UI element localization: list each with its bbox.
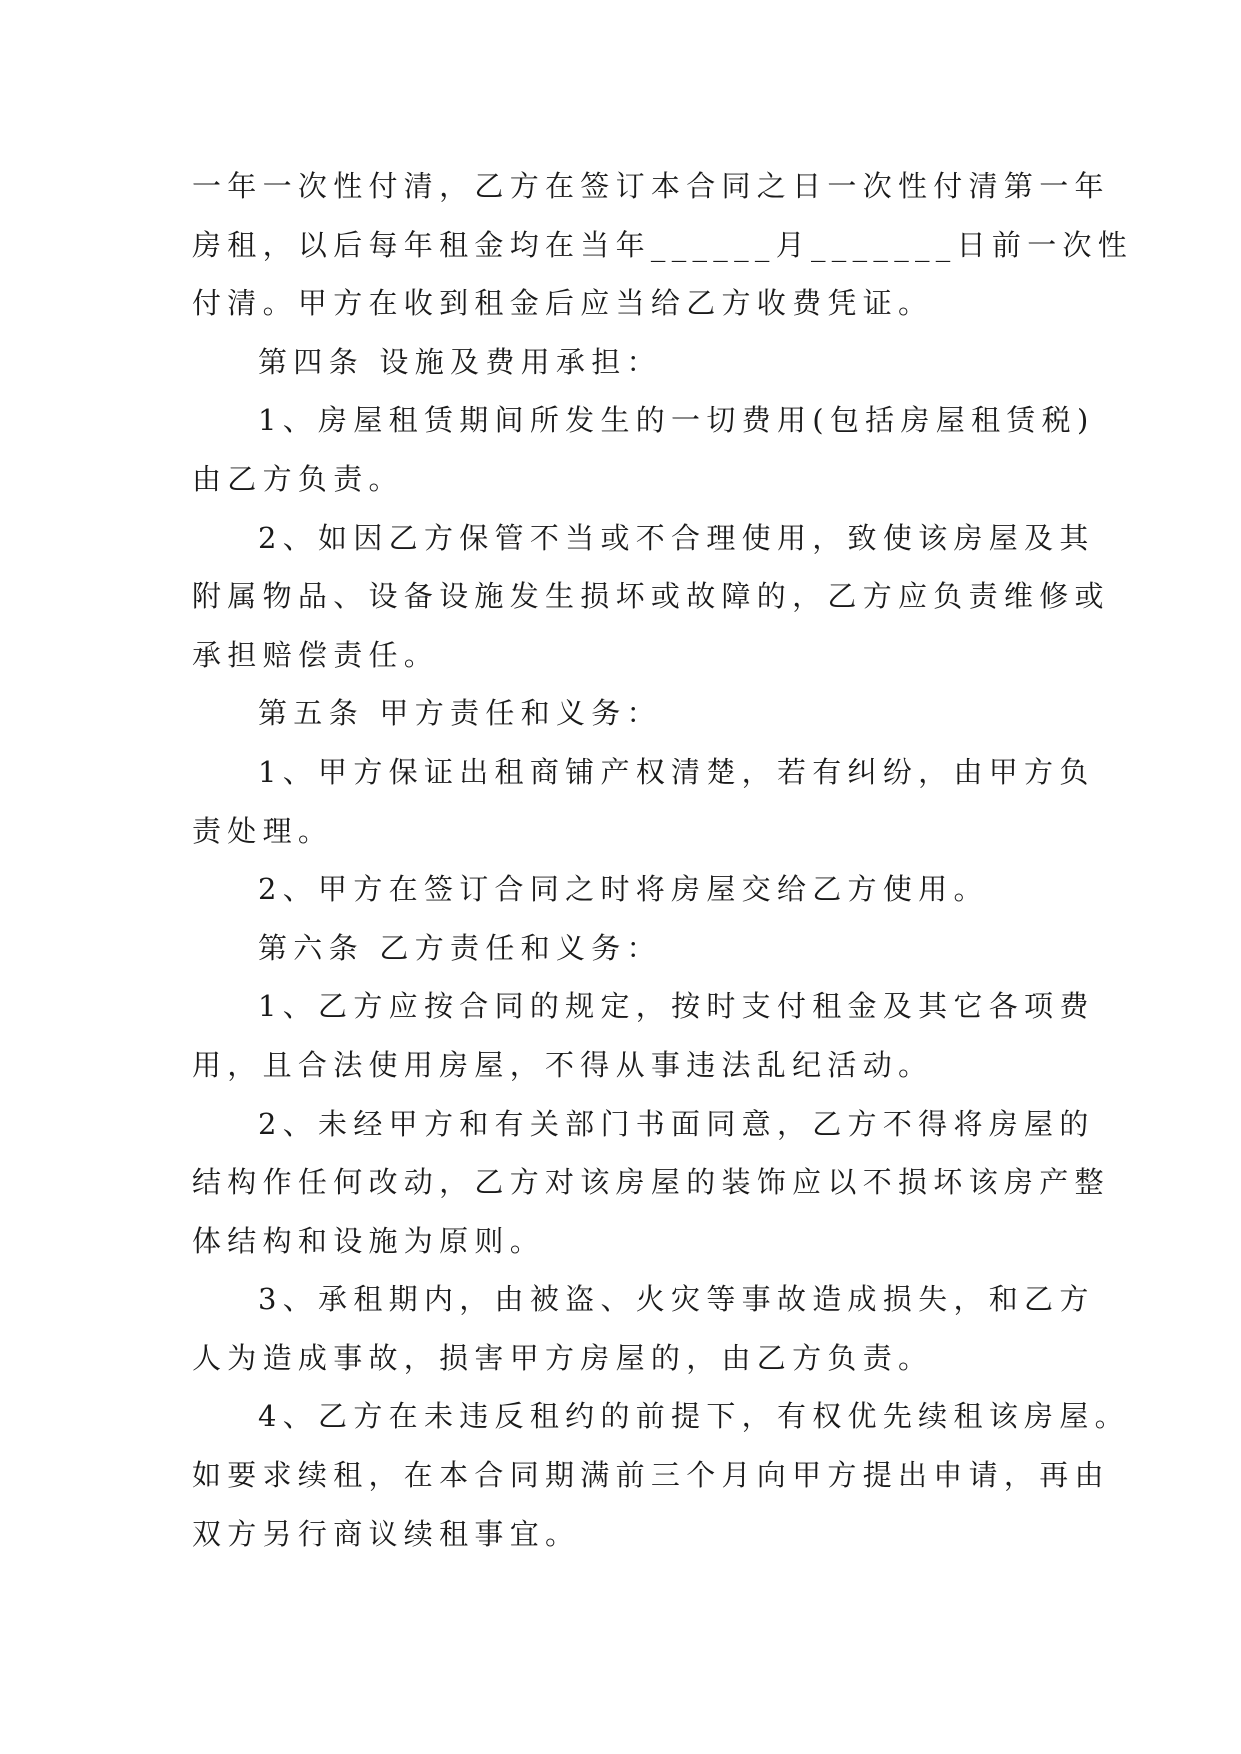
article-heading: 第五条 甲方责任和义务： (258, 696, 662, 731)
text-line: 1、乙方应按合同的规定，按时支付租金及其它各项费 (258, 989, 1095, 1024)
text-line: 责处理。 (192, 813, 334, 848)
text-line: 结构作任何改动，乙方对该房屋的装饰应以不损坏该房产整 (192, 1165, 1110, 1200)
text-line: 人为造成事故，损害甲方房屋的，由乙方负责。 (192, 1340, 934, 1375)
text-line: 体结构和设施为原则。 (192, 1223, 546, 1258)
text-line: 1、房屋租赁期间所发生的一切费用(包括房屋租赁税) (258, 403, 1095, 438)
text-line: 如要求续租，在本合同期满前三个月向甲方提出申请，再由 (192, 1458, 1110, 1493)
text-line: 承担赔偿责任。 (192, 637, 440, 672)
article-heading: 第六条 乙方责任和义务： (258, 930, 662, 965)
article-heading: 第四条 设施及费用承担： (258, 344, 662, 379)
text-line: 1、甲方保证出租商铺产权清楚，若有纠纷，由甲方负 (258, 754, 1095, 789)
text-line: 房租，以后每年租金均在当年______月_______日前一次性 (192, 227, 1134, 262)
text-line: 2、未经甲方和有关部门书面同意，乙方不得将房屋的 (258, 1106, 1095, 1141)
text-line: 用，且合法使用房屋，不得从事违法乱纪活动。 (192, 1047, 934, 1082)
text-line: 由乙方负责。 (192, 461, 404, 496)
text-line: 4、乙方在未违反租约的前提下，有权优先续租该房屋。 (258, 1399, 1130, 1434)
text-line: 一年一次性付清，乙方在签订本合同之日一次性付清第一年 (192, 169, 1110, 203)
text-line: 3、承租期内，由被盗、火灾等事故造成损失，和乙方 (258, 1282, 1095, 1317)
text-line: 2、如因乙方保管不当或不合理使用，致使该房屋及其 (258, 520, 1095, 555)
contract-body (192, 157, 1134, 1563)
text-line: 付清。甲方在收到租金后应当给乙方收费凭证。 (192, 286, 934, 321)
text-line: 双方另行商议续租事宜。 (192, 1516, 581, 1551)
text-line: 附属物品、设备设施发生损坏或故障的，乙方应负责维修或 (192, 579, 1110, 614)
text-line: 2、甲方在签订合同之时将房屋交给乙方使用。 (258, 872, 989, 907)
